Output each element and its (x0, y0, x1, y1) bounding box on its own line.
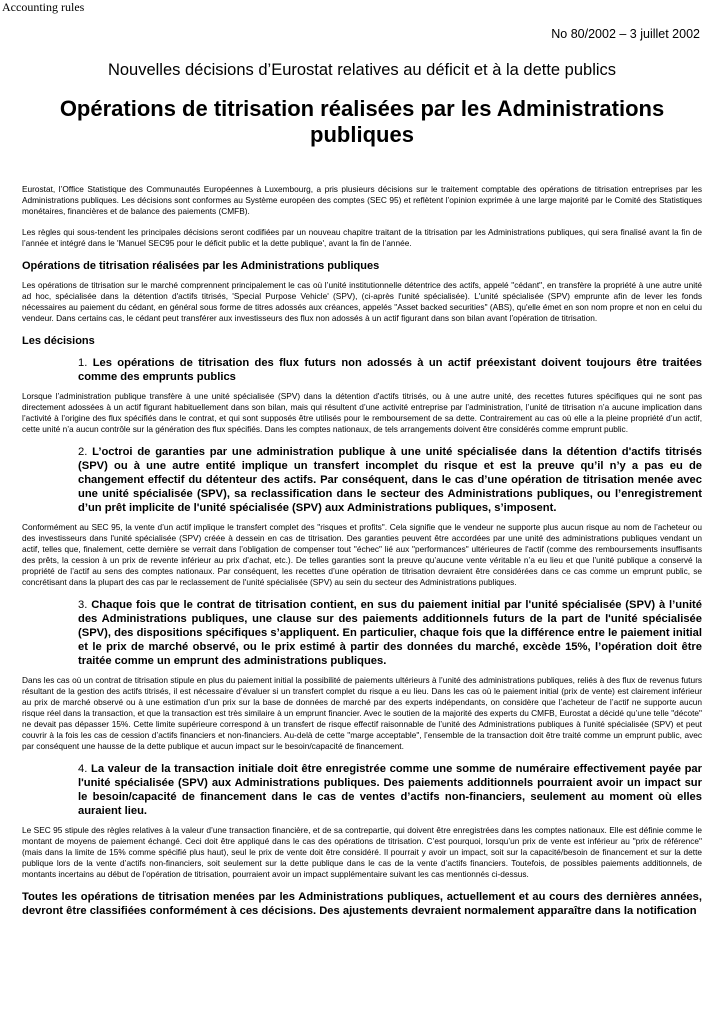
section-paragraph-titrisation: Les opérations de titrisation sur le marché comprennent principalement le cas où l’unité institutionnelle détentrice des actifs, appelé "cédant", en transfère la propriété à une autre unité ad hoc, spécialisée dans la détention d'actifs titrisés, 'Special Purpose Vehicle' (SPV), (ci-après l'unité spécialisée). L'unité spécialisée (SPV) emprunte afin de lever les fonds nécessaires au paiement du cédant, en général sous forme de titres adossés aux créances, appelés "Asset backed securities" (ABS), qu'elle émet en son nom propre et non en celui du vendeur. Dans certains cas, le cédant peut transférer aux investisseurs des flux non adossés à un actif figurant dans son bilan avant l’opération de titrisation. (22, 280, 702, 323)
decision-4-explanation: Le SEC 95 stipule des règles relatives à la valeur d’une transaction financière, et de sa contrepartie, qui doivent être enregistrées dans les comptes nationaux. Elle est définie comme le montant de moyens de paiement échangé. Ceci doit être appliqué dans le cas des opérations de titrisation. C’est pourquoi, lorsqu’un prix de vente est inférieur au "prix de référence" (mais dans la limite de 15% comme spécifié plus haut), seul le prix de vente doit être considéré. Il pourrait y avoir un impact, soit sur la capacité/besoin de financement et sur la dette publique lors de la vente d’actifs non-financiers, soit seulement sur la dette publique dans le cas de la vente d’actifs financiers. Toutefois, de possibles paiements additionnels, de montants incertains au début de l’opération de titrisation, pourraient avoir un impact supplémentaire suivant les cas mentionnés ci-dessus. (22, 825, 702, 879)
decision-3 (78, 598, 702, 668)
decision-3-explanation: Dans les cas où un contrat de titrisation stipule en plus du paiement initial la possibilité de paiements ultérieurs à l’unité des administrations publiques, reliés à des flux de revenus futurs résultant de la gestion des actifs titrisés, il est nécessaire d’évaluer si un transfert complet du risque a eu lieu. Dans les cas où le paiement initial (prix de vente) est clairement inférieur au prix de marché observé ou à une estimation d’un prix sur la base de données de marché par des experts indépendants, on considère que l’acheteur de l’actif ne supporte aucun risque réel dans la transaction, et que la transaction est très similaire à un emprunt financier. Avec le soutien de la majorité des experts du CMFB, Eurostat a décidé qu’une telle "décote" ne devait pas dépasser 15%. Cette limite supérieure correspond à un transfert de risque effectif raisonnable de l’unité des Administrations publiques à l'unité spécialisée (SPV) et peut couvrir à la fois les cas de cession d’actifs financiers et non-financiers. Au-delà de cette "marge acceptable", l’ensemble de la transaction doit être traité comme un emprunt public, avec par conséquent une hausse de la dette publique et aucun impact sur le besoin/capacité de financement. (22, 675, 702, 751)
section-heading-titrisation: Opérations de titrisation réalisées par les Administrations publiques (22, 260, 380, 272)
decision-text: La valeur de la transaction initiale doit être enregistrée comme une somme de numéraire effectivement payée par l'unité spécialisée (SPV) aux Administrations publiques. Des paiements additionnels pourraient avoir un impact sur le besoin/capacité de financement dans le cas de ventes d’actifs non-financiers, seulement au moment où elles auraient lieu. (78, 763, 703, 817)
decision-text: Chaque fois que le contrat de titrisation contient, en sus du paiement initial par l'unité spécialisée (SPV) à l’unité des Administrations publiques, une clause sur des paiements additionnels futurs de la part de l'unité spécialisée (SPV), des dispositions spécifiques s’appliquent. En particulier, chaque fois que la différence entre le paiement initial et le prix de marché observé, ou le prix estimé à partir des données du marché, excède 15%, l’opération doit être traitée comme un emprunt des administrations publiques. (78, 599, 702, 667)
decision-text: Les opérations de titrisation des flux futurs non adossés à un actif préexistant doivent toujours être traitées comme des emprunts publics (78, 357, 703, 383)
section-heading-decisions: Les décisions (22, 335, 95, 347)
page-subtitle: Nouvelles décisions d’Eurostat relatives au déficit et à la dette publics (107, 61, 617, 79)
decision-number: 2. (78, 446, 88, 458)
intro-paragraph-1: Eurostat, l’Office Statistique des Communautés Européennes à Luxembourg, a pris plusieurs décisions sur le traitement comptable des opérations de titrisation entreprises par les Administrations publiques. Les décisions sont conformes au Système européen des comptes (SEC 95) et reflètent l’opinion exprimée à une large majorité par le Comité des Statistiques monétaires, financières et de balance des paiements (CMFB). (22, 184, 702, 216)
decision-number: 4. (78, 763, 88, 775)
decision-number: 1. (78, 357, 88, 369)
intro-paragraph-2: Les règles qui sous-tendent les principales décisions seront codifiées par un nouveau chapitre traitant de la titrisation par les Administrations publiques, qui sera finalisé avant la fin de l’année et intégré dans le 'Manuel SEC95 pour le déficit public et la dette publique', avant la fin de l’année. (22, 227, 702, 248)
document-body (22, 184, 702, 918)
page-title: Opérations de titrisation réalisées par les Administrations publiques (59, 96, 665, 147)
closing-paragraph: Toutes les opérations de titrisation menées par les Administrations publiques, actuellement et au cours des dernières années, devront être classifiées conformément à ces décisions. Des ajustements devraient normalement apparaître dans la notification (22, 891, 702, 917)
decision-2-explanation: Conformément au SEC 95, la vente d’un actif implique le transfert complet des "risques et profits". Cela signifie que le vendeur ne supporte plus aucun risque au nom de l’acheteur ou des investisseurs dans l'unité spécialisée (SPV) créée à dessein en cas de titrisation. Des garanties peuvent être accordées par une unité des administrations publiques vendant un actif, telles que, finalement, cette dernière se verrait dans l’obligation de compenser tout "échec" lié aux "performances" ultérieures de l'actif (comme des remboursements insuffisants des prêts, la cession à un prix de revente inférieur au prix d’achat, etc.). De telles garanties sont la preuve qu’aucune vente véritable n’a eu lieu et que l’unité publique a conservé la propriété de l’actif au sens des comptes nationaux. Par conséquent, les recettes d’une opération de titrisation devraient être considérées dans ce cas comme un emprunt public, se concrétisant dans la plupart des cas par le reclassement de l'unité spécialisée (SPV) au sein du secteur des Administrations publiques. (22, 522, 702, 587)
decision-1 (78, 356, 702, 384)
decision-number: 3. (78, 599, 88, 611)
document-number: No 80/2002 – 3 juillet 2002 (551, 27, 700, 41)
decision-1-explanation: Lorsque l’administration publique transfère à une unité spécialisée (SPV) dans la détention d'actifs titrisés, ou à une autre unité, des recettes futures spécifiques qui ne sont pas directement adossées à un actif figurant habituellement dans son bilan, mais qui résultent d’une activité entreprise par l’administration, l’unité de titrisation n’a aucune implication dans l’activité à l’origine des flux spécifiés dans le contrat, et qui sont supposés être utilisés pour le remboursement de sa dette. Contrairement au cas où elle a la pleine propriété d’un actif, cette unité n’a aucun contrôle sur la génération des flux spécifiés. Dans les comptes nationaux, de tels arrangements doivent être considérés comme emprunt public. (22, 391, 702, 434)
decision-2 (78, 445, 702, 515)
header-corner-label: Accounting rules (2, 0, 85, 14)
decision-4 (78, 762, 702, 818)
decision-text: L’octroi de garanties par une administration publique à une unité spécialisée dans la détention d'actifs titrisés (SPV) ou à une autre entité implique un transfert incomplet du risque et est la preuve qu’il n’y a pas eu de changement effectif du détenteur des actifs. Par conséquent, dans le cas d’une opération de titrisation menée avec une unité spécialisée (SPV), sa reclassification dans le secteur des Administrations publiques, ou l’enregistrement d’un prêt implicite de l'unité spécialisée (SPV) aux Administrations publiques, s’imposent. (78, 446, 702, 514)
